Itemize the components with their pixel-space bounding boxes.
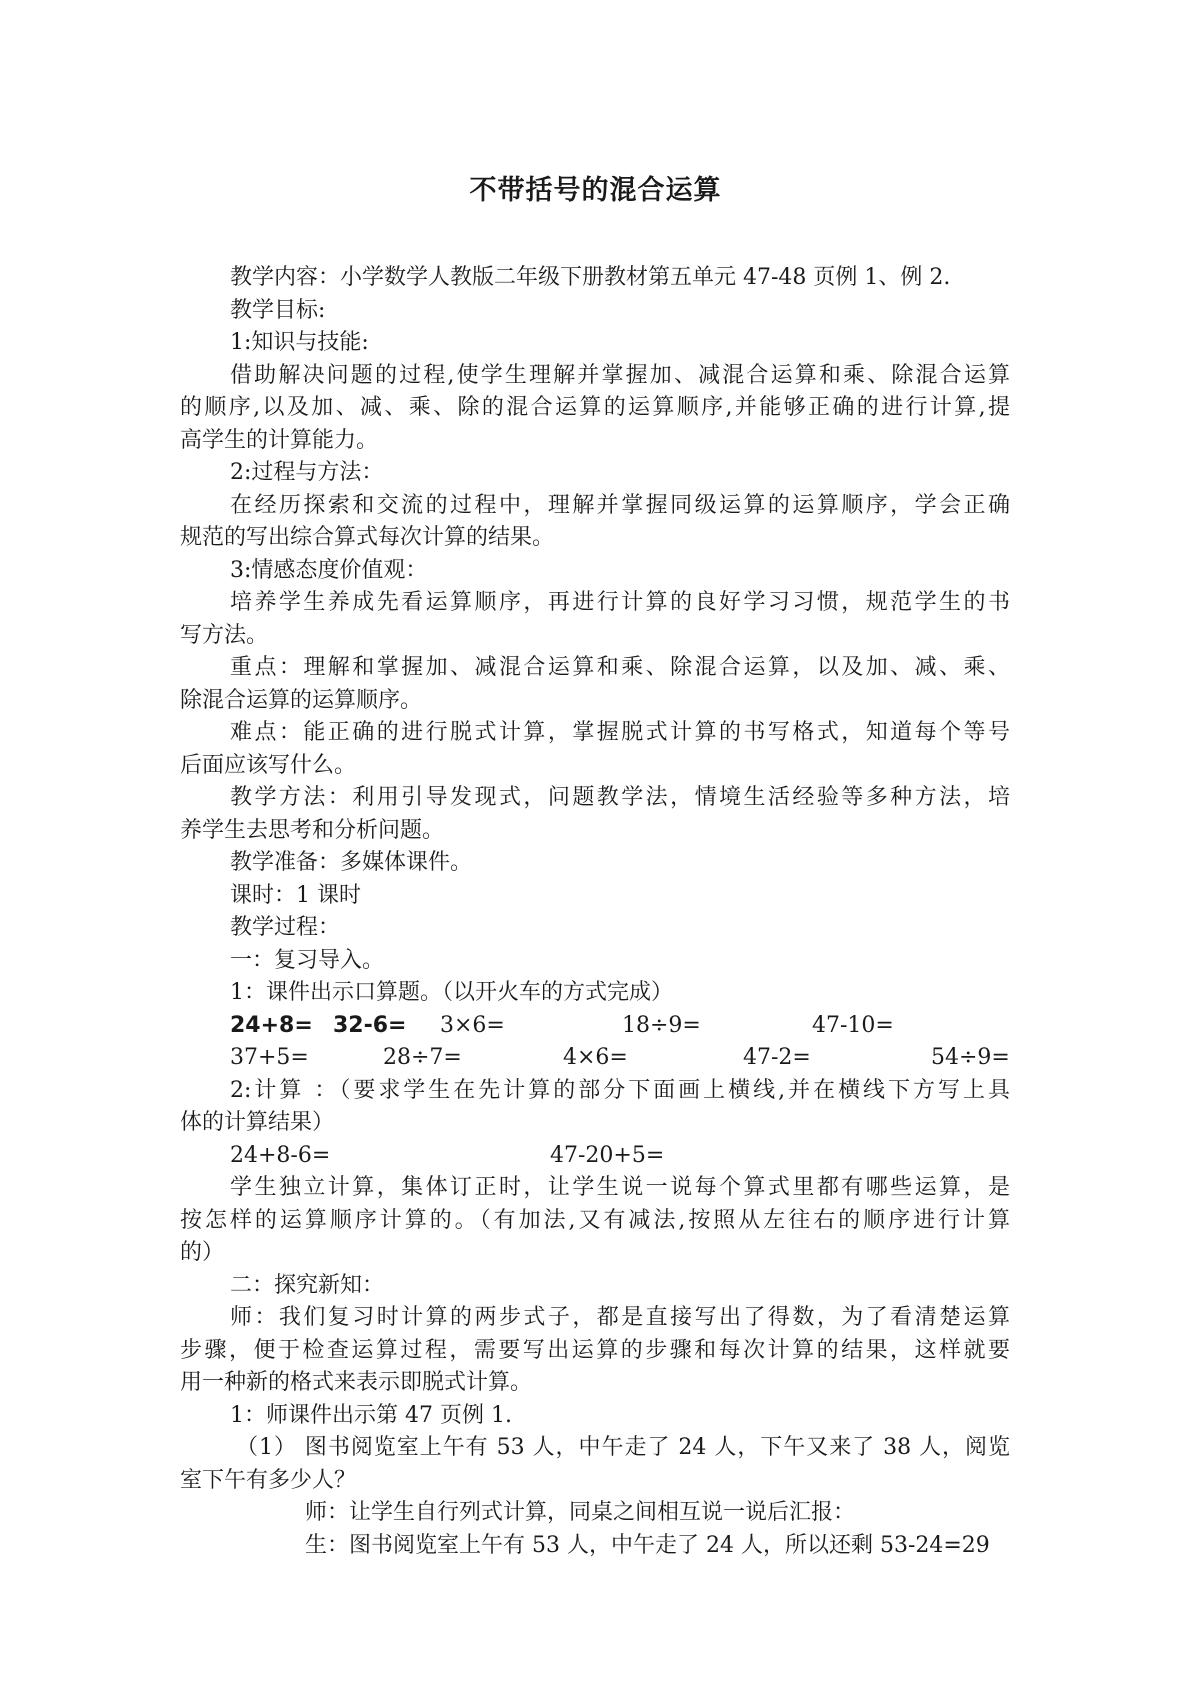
paragraph-line: 教学准备：多媒体课件。 (230, 850, 473, 875)
paragraph-line: 2:计算 ：（要求学生在先计算的部分下面画上横线,并在横线下方写上具 (230, 1078, 1010, 1103)
calc-problem: 24+8-6= (230, 1143, 331, 1168)
paragraph-line: 生：图书阅览室上午有 53 人，中午走了 24 人，所以还剩 53-24=29 (305, 1533, 990, 1558)
paragraph-line: 一：复习导入。 (230, 948, 385, 973)
paragraph-line: 3:情感态度价值观： (230, 558, 428, 583)
paragraph-line: 按怎样的运算顺序计算的。（有加法,又有减法,按照从左往右的顺序进行计算 (180, 1208, 1010, 1233)
paragraph-line: 教学内容：小学数学人教版二年级下册教材第五单元 47-48 页例 1、例 2. (230, 265, 951, 290)
paragraph-line: 教学方法：利用引导发现式，问题教学法，情境生活经验等多种方法，培 (230, 785, 1010, 810)
paragraph-line: 1：课件出示口算题。（以开火车的方式完成） (230, 980, 673, 1005)
paragraph-line: 步骤，便于检查运算过程，需要写出运算的步骤和每次计算的结果，这样就要 (180, 1338, 1010, 1363)
oral-problem: 4×6= (563, 1045, 628, 1070)
paragraph-line: 课时：1 课时 (230, 883, 361, 908)
paragraph-line: 1:知识与技能: (230, 330, 369, 355)
paragraph-line: 室下午有多少人？ (180, 1468, 357, 1493)
paragraph-line: 教学过程： (230, 915, 341, 940)
paragraph-line: 的） (180, 1240, 225, 1265)
paragraph-line: 养学生去思考和分析问题。 (180, 818, 445, 843)
paragraph-line: 规范的写出综合算式每次计算的结果。 (180, 525, 555, 550)
paragraph-line: 除混合运算的运算顺序。 (180, 688, 423, 713)
paragraph-line: （1） 图书阅览室上午有 53 人，中午走了 24 人，下午又来了 38 人，阅览 (236, 1435, 1010, 1460)
page-title: 不带括号的混合运算 (469, 175, 722, 206)
oral-problem: 32-6= (333, 1013, 407, 1038)
paragraph-line: 教学目标: (230, 298, 326, 323)
paragraph-line: 后面应该写什么。 (180, 753, 357, 778)
paragraph-line: 写方法。 (180, 623, 269, 648)
paragraph-line: 用一种新的格式来表示即脱式计算。 (180, 1370, 533, 1395)
paragraph-line: 难点：能正确的进行脱式计算，掌握脱式计算的书写格式，知道每个等号 (230, 720, 1010, 745)
paragraph-line: 高学生的计算能力。 (180, 428, 379, 453)
paragraph-line: 师：让学生自行列式计算，同桌之间相互说一说后汇报： (305, 1500, 856, 1525)
oral-problem: 18÷9= (622, 1013, 701, 1038)
paragraph-line: 1：师课件出示第 47 页例 1. (230, 1403, 512, 1428)
paragraph-line: 重点：理解和掌握加、减混合运算和乘、除混合运算，以及加、减、乘、 (230, 655, 1010, 680)
paragraph-line: 体的计算结果） (180, 1110, 335, 1135)
oral-problem: 54÷9= (931, 1045, 1010, 1070)
oral-problem: 37+5= (230, 1045, 309, 1070)
oral-problem: 3×6= (440, 1013, 505, 1038)
paragraph-line: 在经历探索和交流的过程中，理解并掌握同级运算的运算顺序，学会正确 (230, 493, 1010, 518)
oral-problem: 24+8= (230, 1013, 313, 1038)
paragraph-line: 学生独立计算，集体订正时，让学生说一说每个算式里都有哪些运算，是 (230, 1175, 1010, 1200)
oral-problem: 47-10= (812, 1013, 894, 1038)
oral-problem: 28÷7= (383, 1045, 462, 1070)
calc-problem: 47-20+5= (550, 1143, 665, 1168)
oral-problem: 47-2= (743, 1045, 811, 1070)
paragraph-line: 培养学生养成先看运算顺序，再进行计算的良好学习习惯，规范学生的书 (230, 590, 1010, 615)
paragraph-line: 师：我们复习时计算的两步式子，都是直接写出了得数，为了看清楚运算 (230, 1305, 1010, 1330)
paragraph-line: 的顺序,以及加、减、乘、除的混合运算的运算顺序,并能够正确的进行计算,提 (180, 395, 1010, 420)
paragraph-line: 2:过程与方法： (230, 460, 384, 485)
paragraph-line: 二：探究新知： (230, 1273, 385, 1298)
paragraph-line: 借助解决问题的过程,使学生理解并掌握加、减混合运算和乘、除混合运算 (230, 363, 1010, 388)
